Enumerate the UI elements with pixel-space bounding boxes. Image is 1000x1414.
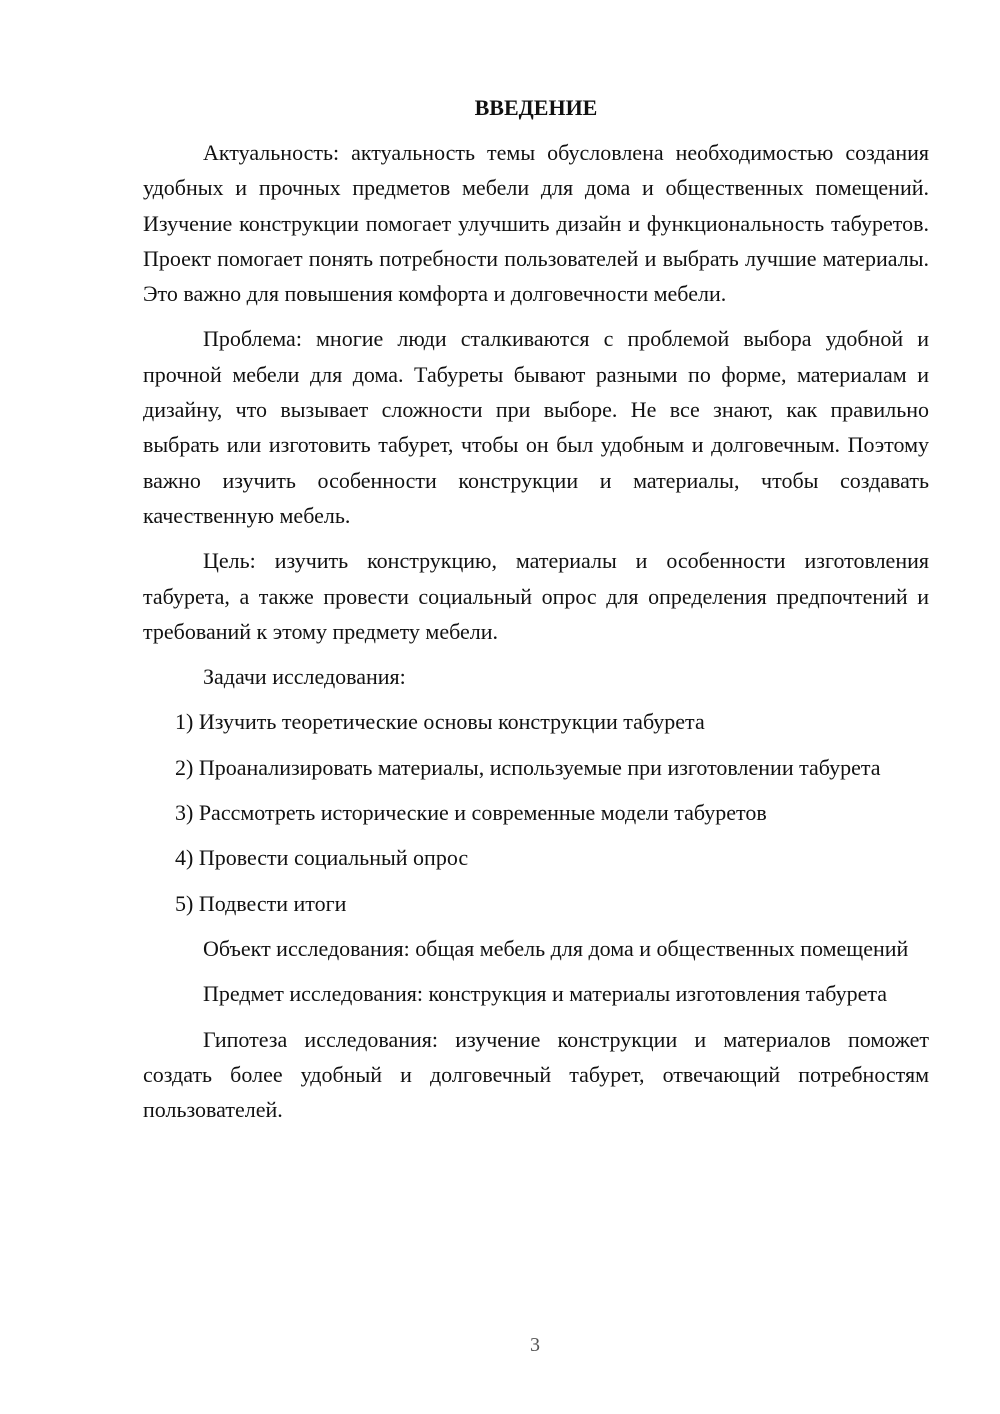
paragraph-object: Объект исследования: общая мебель для дома и общественных помещений bbox=[203, 935, 909, 961]
task-item-3: 3) Рассмотреть исторические и современные модели табуретов bbox=[175, 800, 767, 826]
paragraph-problem: Проблема: многие люди сталкиваются с проблемой выбора удобной и прочной мебели для дома. Табуреты бывают разными по форме, материалам и дизайну, что вызывает сложности при выборе. Не все знают, как правильно выбрать или изготовить табурет, чтобы он был удобным и долговечным. Поэтому важно изучить особенности конструкции и материалы, чтобы создавать качественную мебель. bbox=[143, 326, 929, 528]
document-page bbox=[143, 90, 929, 1137]
task-item-2: 2) Проанализировать материалы, используемые при изготовлении табурета bbox=[175, 754, 881, 780]
task-item-1: 1) Изучить теоретические основы конструкции табурета bbox=[175, 709, 705, 735]
section-title: ВВЕДЕНИЕ bbox=[474, 95, 598, 120]
paragraph-goal: Цель: изучить конструкцию, материалы и особенности изготовления табурета, а также провести социальный опрос для определения предпочтений и требований к этому предмету мебели. bbox=[143, 548, 929, 644]
task-item-4: 4) Провести социальный опрос bbox=[175, 845, 469, 871]
paragraph-relevance: Актуальность: актуальность темы обусловлена необходимостью создания удобных и прочных предметов мебели для дома и общественных помещений. Изучение конструкции помогает улучшить дизайн и функциональность табуретов. Проект помогает понять потребности пользователей и выбрать лучшие материалы. Это важно для повышения комфорта и долговечности мебели. bbox=[143, 140, 929, 307]
paragraph-subject: Предмет исследования: конструкция и материалы изготовления табурета bbox=[203, 981, 888, 1007]
task-item-5: 5) Подвести итоги bbox=[175, 890, 347, 916]
page-number: 3 bbox=[530, 1334, 540, 1356]
paragraph-hypothesis: Гипотеза исследования: изучение конструкции и материалов поможет создать более удобный и долговечный табурет, отвечающий потребностям пользователей. bbox=[143, 1026, 929, 1123]
paragraph-tasks-heading: Задачи исследования: bbox=[203, 664, 406, 690]
